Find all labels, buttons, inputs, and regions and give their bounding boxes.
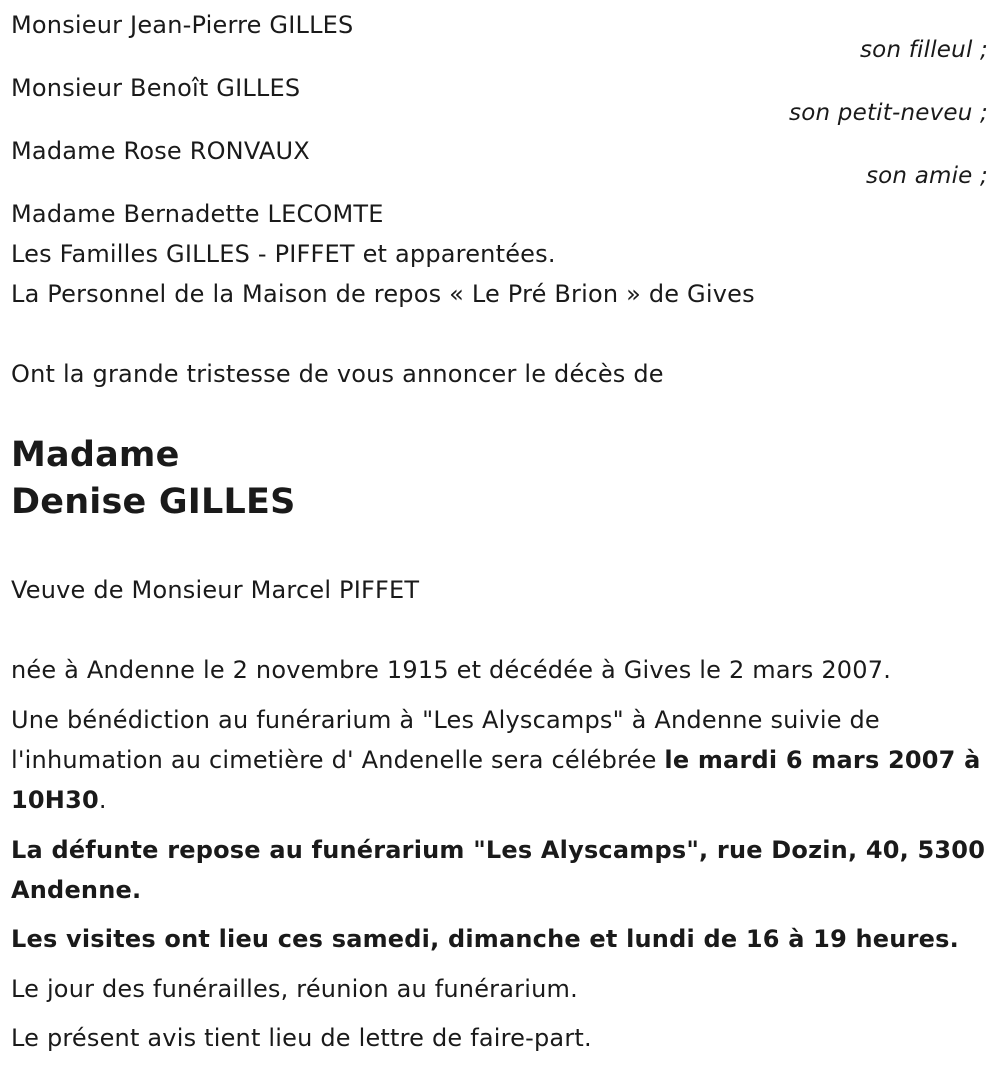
announcer-name: Monsieur Jean-Pierre GILLES [11, 11, 354, 39]
rest-location: La défunte repose au funérarium "Les Alyscamps", rue Dozin, 40, 5300 Andenne. [11, 836, 986, 904]
deceased-title: Madame [11, 435, 180, 475]
announcer-name: Madame Bernadette LECOMTE [11, 200, 384, 228]
ceremony-end: . [98, 786, 107, 814]
ceremony-text [11, 700, 991, 820]
announcer-relation: son filleul ; [860, 37, 988, 63]
ceremony-date: le mardi 6 mars 2007 à 10H30 [11, 746, 981, 814]
announcer-name: Monsieur Benoît GILLES [11, 74, 301, 102]
announcer-relation: son petit-neveu ; [789, 100, 988, 126]
deceased-name: Denise GILLES [11, 482, 296, 522]
widow-of: Veuve de Monsieur Marcel PIFFET [11, 576, 420, 604]
announcer-name: La Personnel de la Maison de repos « Le Pré Brion » de Gives [11, 280, 755, 308]
ceremony-main: Une bénédiction au funérarium à "Les Alyscamps" à Andenne suivie de l'inhumation au cimetière d' Andenelle sera célébrée [11, 706, 880, 774]
announcer-name: Madame Rose RONVAUX [11, 137, 310, 165]
funeral-meeting: Le jour des funérailles, réunion au funérarium. [11, 975, 578, 1003]
birth-death: née à Andenne le 2 novembre 1915 et décédée à Gives le 2 mars 2007. [11, 656, 892, 684]
visits: Les visites ont lieu ces samedi, dimanche et lundi de 16 à 19 heures. [11, 925, 959, 953]
announcer-name: Les Familles GILLES - PIFFET et apparentées. [11, 240, 556, 268]
intro-text: Ont la grande tristesse de vous annoncer le décès de [11, 360, 664, 388]
notice: Le présent avis tient lieu de lettre de faire-part. [11, 1024, 592, 1052]
announcer-relation: son amie ; [865, 163, 988, 189]
